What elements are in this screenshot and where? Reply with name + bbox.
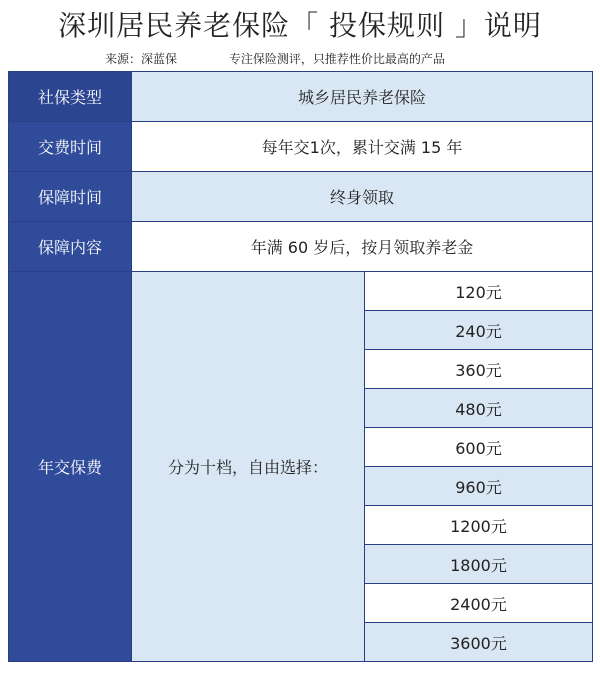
row-header: 保障时间	[9, 172, 132, 222]
tier-list	[365, 272, 592, 661]
row-value: 终身领取	[132, 172, 593, 222]
tier-item: 240元	[365, 311, 592, 350]
tier-item: 600元	[365, 428, 592, 467]
tier-item: 1800元	[365, 545, 592, 584]
tier-item: 2400元	[365, 584, 592, 623]
table-row	[9, 72, 593, 122]
row-header: 社保类型	[9, 72, 132, 122]
tier-item: 120元	[365, 272, 592, 311]
premium-cell	[132, 272, 593, 662]
page-title: 深圳居民养老保险「 投保规则 」说明	[58, 9, 542, 42]
tier-item: 360元	[365, 350, 592, 389]
row-value: 年满 60 岁后，按月领取养老金	[132, 222, 593, 272]
table-row	[9, 222, 593, 272]
row-value: 每年交1次，累计交满 15 年	[132, 122, 593, 172]
table-row	[9, 122, 593, 172]
rules-table	[8, 71, 593, 662]
table-row	[9, 172, 593, 222]
row-header: 保障内容	[9, 222, 132, 272]
premium-row	[9, 272, 593, 662]
premium-description: 分为十档，自由选择：	[132, 272, 365, 661]
subtitle	[105, 50, 445, 67]
tier-item: 480元	[365, 389, 592, 428]
slogan: 专注保险测评，只推荐性价比最高的产品	[228, 52, 445, 66]
row-value: 城乡居民养老保险	[132, 72, 593, 122]
tier-item: 960元	[365, 467, 592, 506]
row-header: 年交保费	[9, 272, 132, 662]
tier-item: 3600元	[365, 623, 592, 661]
row-header: 交费时间	[9, 122, 132, 172]
source-label: 来源：深蓝保	[105, 52, 178, 66]
tier-item: 1200元	[365, 506, 592, 545]
